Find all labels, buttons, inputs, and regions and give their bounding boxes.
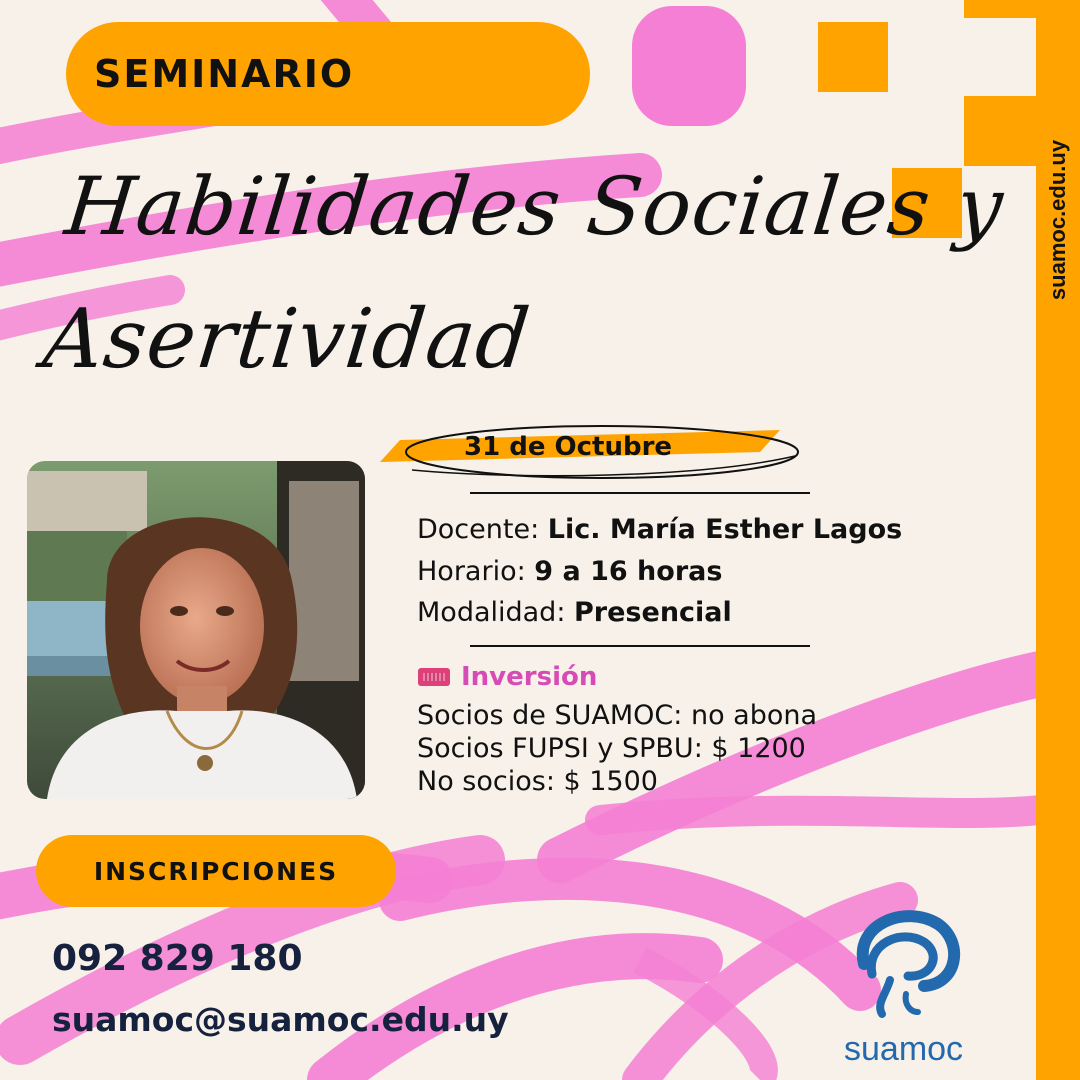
contact-email[interactable]: suamoc@suamoc.edu.uy — [52, 1000, 509, 1039]
title-line-2: Asertividad — [39, 292, 535, 387]
modalidad-row — [417, 597, 732, 628]
title-line-1: Habilidades Sociales y — [61, 160, 1008, 253]
horario-row — [417, 556, 722, 587]
event-date: 31 de Octubre — [464, 432, 673, 462]
investment-heading — [417, 662, 597, 692]
ticket-icon — [417, 666, 451, 688]
horario-label: Horario: — [417, 556, 526, 587]
price-line: No socios: $ 1500 — [417, 766, 658, 797]
docente-value: Lic. María Esther Lagos — [547, 514, 903, 545]
divider-bottom — [470, 645, 810, 647]
docente-label: Docente: — [417, 514, 540, 545]
speaker-photo — [27, 461, 365, 799]
suamoc-logo-icon — [846, 904, 962, 1024]
contact-phone[interactable]: 092 829 180 — [52, 938, 303, 979]
price-line: Socios FUPSI y SPBU: $ 1200 — [417, 733, 806, 764]
sidebar-url[interactable]: suamoc.edu.uy — [1045, 139, 1070, 301]
seminar-badge: SEMINARIO — [66, 22, 590, 126]
modalidad-value: Presencial — [574, 597, 732, 628]
registration-badge: INSCRIPCIONES — [36, 835, 396, 907]
modalidad-label: Modalidad: — [417, 597, 566, 628]
divider-top — [470, 492, 810, 494]
suamoc-logo-text: suamoc — [844, 1030, 964, 1068]
price-line: Socios de SUAMOC: no abona — [417, 700, 818, 731]
investment-title: Inversión — [461, 662, 598, 692]
docente-row — [417, 514, 902, 545]
horario-value: 9 a 16 horas — [534, 556, 723, 587]
